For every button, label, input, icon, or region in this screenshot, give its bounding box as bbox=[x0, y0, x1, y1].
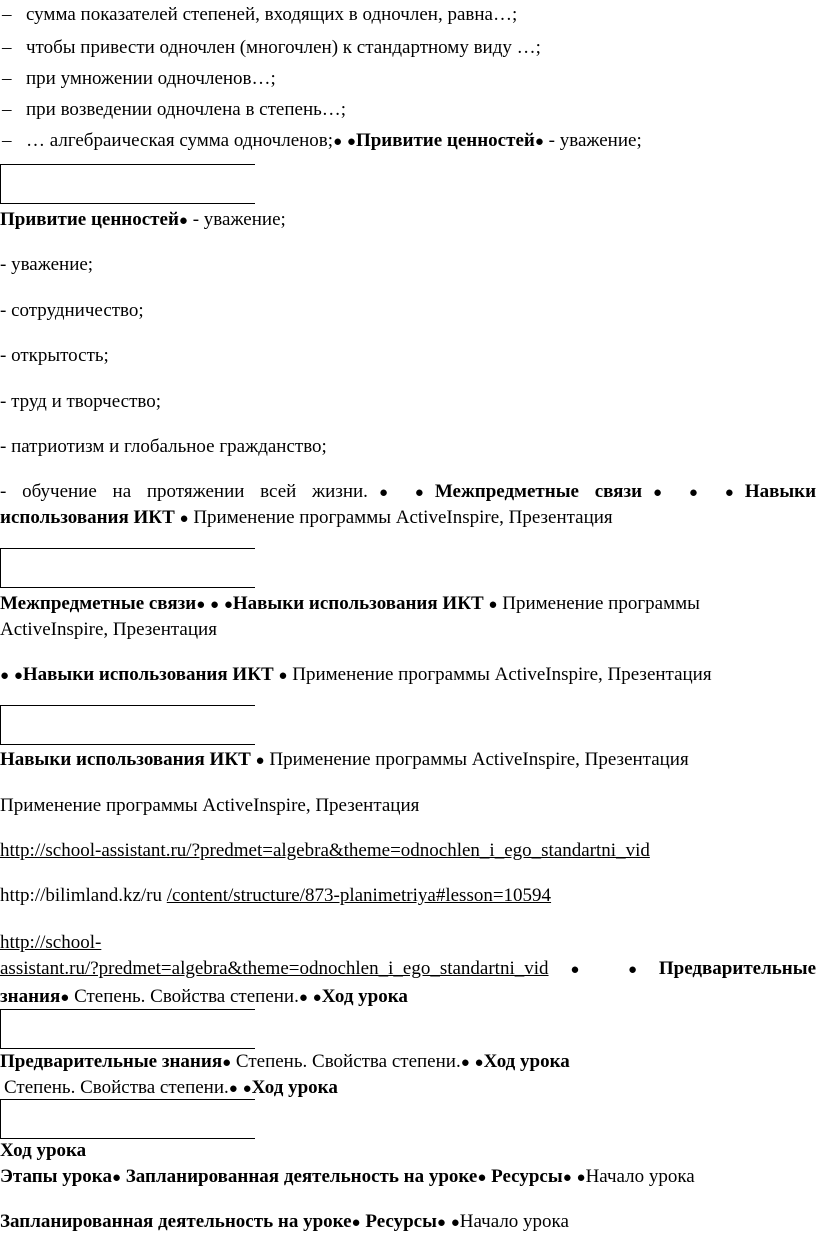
stages-line: Этапы урока● Запланированная деятельность на уроке● Ресурсы● ●Начало урока bbox=[0, 1166, 695, 1187]
table-cell-box bbox=[0, 1009, 255, 1049]
link-bilimland-line bbox=[0, 883, 816, 909]
values-item: - открытость; bbox=[0, 345, 109, 366]
table-cell-box bbox=[0, 1099, 255, 1139]
prior-heading: Предварительные знания● Степень. Свойства степени.● ●Ход урока bbox=[0, 1051, 570, 1072]
ict-heading: Навыки использования ИКТ ● Применение программы ActiveInspire, Презентация bbox=[0, 749, 689, 770]
link-school-assistant-part2[interactable]: assistant.ru/?predmet=algebra&theme=odnochlen_i_ego_standartni_vid bbox=[0, 958, 549, 979]
link-bilimland-path[interactable]: /content/structure/873-planimetriya#lesson=10594 bbox=[166, 885, 552, 906]
prior-line: знания● Степень. Свойства степени.● ●Ход урока bbox=[0, 986, 408, 1007]
ict-text-line: ActiveInspire, Презентация bbox=[0, 619, 217, 640]
prior-text-line: Степень. Свойства степени.● ●Ход урока bbox=[4, 1077, 338, 1098]
link-school-assistant-part1[interactable]: http://school- bbox=[0, 932, 102, 953]
link-school-assistant[interactable]: http://school-assistant.ru/?predmet=algebra&theme=odnochlen_i_ego_standartni_vid bbox=[0, 840, 650, 861]
lesson-flow-heading: Ход урока bbox=[0, 1140, 87, 1161]
planned-line: Запланированная деятельность на уроке● Ресурсы● ●Начало урока bbox=[0, 1211, 569, 1232]
table-cell-box bbox=[0, 548, 255, 588]
values-item: - патриотизм и глобальное гражданство; bbox=[0, 436, 327, 457]
values-heading: Привитие ценностей● - уважение; bbox=[0, 209, 286, 230]
ict-text: Применение программы ActiveInspire, Презентация bbox=[0, 795, 420, 816]
link-bilimland[interactable]: http://bilimland.kz/ru bbox=[0, 885, 163, 906]
link-prior-line: assistant.ru/?predmet=algebra&theme=odnochlen_i_ego_standartni_vid● ●Предварительные bbox=[0, 958, 816, 979]
values-item-last: - обучение на протяжении всей жизни.● ●Межпредметные связи● ● ●Навыки bbox=[0, 481, 816, 502]
values-item: - уважение; bbox=[0, 254, 94, 275]
ict-line: использования ИКТ ● Применение программы ActiveInspire, Презентация bbox=[0, 507, 613, 528]
ict-bullet-line: ● ●Навыки использования ИКТ ● Применение программы ActiveInspire, Презентация bbox=[0, 664, 712, 685]
interdisciplinary-heading: Межпредметные связи● ● ●Навыки использования ИКТ ● Применение программы bbox=[0, 593, 700, 614]
values-item: - сотрудничество; bbox=[0, 300, 144, 321]
table-cell-box bbox=[0, 164, 255, 204]
values-item: - труд и творчество; bbox=[0, 391, 161, 412]
table-cell-box bbox=[0, 705, 255, 745]
